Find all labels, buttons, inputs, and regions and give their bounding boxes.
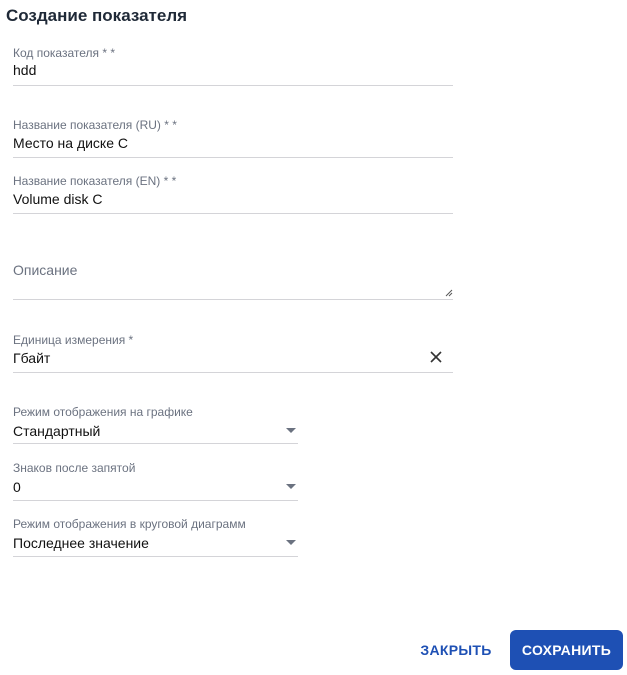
- close-button[interactable]: ЗАКРЫТЬ: [412, 630, 500, 670]
- description-textarea[interactable]: Описание: [13, 262, 78, 278]
- name-en-label: Название показателя (EN) * *: [13, 174, 177, 188]
- name-ru-underline: [13, 157, 453, 158]
- description-underline: [13, 299, 453, 300]
- name-ru-input[interactable]: Место на диске C: [13, 135, 129, 151]
- unit-input[interactable]: Гбайт: [13, 350, 51, 366]
- name-ru-label: Название показателя (RU) * *: [13, 118, 177, 132]
- decimals-label: Знаков после запятой: [13, 461, 136, 475]
- decimals-select[interactable]: [13, 461, 298, 501]
- resize-handle-icon[interactable]: [445, 289, 453, 297]
- save-button[interactable]: СОХРАНИТЬ: [510, 630, 623, 670]
- unit-underline: [13, 372, 453, 373]
- decimals-value[interactable]: 0: [13, 479, 21, 495]
- name-en-field[interactable]: [13, 174, 453, 214]
- chevron-down-icon[interactable]: [286, 428, 296, 433]
- pie-mode-value[interactable]: Последнее значение: [13, 535, 149, 551]
- dialog-title: Создание показателя: [6, 6, 188, 25]
- chart-mode-underline: [13, 443, 298, 444]
- chart-mode-label: Режим отображения на графике: [13, 405, 193, 419]
- unit-field[interactable]: [13, 333, 453, 373]
- chart-mode-select[interactable]: [13, 405, 298, 445]
- chevron-down-icon[interactable]: [286, 484, 296, 489]
- close-icon[interactable]: [429, 350, 443, 364]
- description-field[interactable]: [13, 262, 453, 302]
- chevron-down-icon[interactable]: [286, 540, 296, 545]
- name-en-underline: [13, 213, 453, 214]
- pie-mode-label: Режим отображения в круговой диаграмм: [13, 517, 246, 531]
- name-en-input[interactable]: Volume disk C: [13, 191, 103, 207]
- code-field[interactable]: [13, 46, 453, 86]
- code-label: Код показателя * *: [13, 46, 116, 60]
- unit-label: Единица измерения *: [13, 333, 134, 347]
- code-underline: [13, 85, 453, 86]
- pie-mode-underline: [13, 556, 298, 557]
- chart-mode-value[interactable]: Стандартный: [13, 423, 101, 439]
- code-input[interactable]: hdd: [13, 62, 37, 78]
- pie-mode-select[interactable]: [13, 517, 298, 557]
- decimals-underline: [13, 500, 298, 501]
- name-ru-field[interactable]: [13, 118, 453, 158]
